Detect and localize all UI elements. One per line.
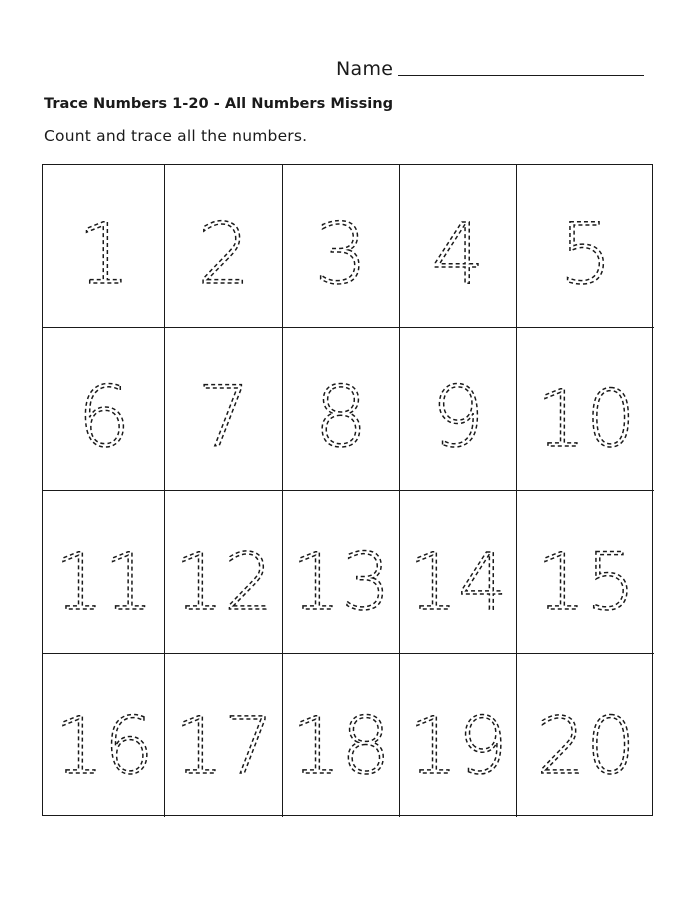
trace-number: [403, 191, 513, 301]
dashed-number-9: 9: [431, 368, 485, 464]
dashed-number-19: 19: [408, 701, 508, 791]
trace-number: [49, 354, 159, 464]
trace-cell[interactable]: [517, 491, 654, 654]
trace-cell[interactable]: [165, 165, 283, 328]
trace-number: [531, 517, 641, 627]
dashed-number-14: 14: [408, 538, 508, 627]
dashed-number-7: 7: [196, 368, 251, 464]
trace-cell[interactable]: [517, 328, 654, 491]
dashed-number-18: 18: [291, 701, 391, 791]
trace-number: [403, 354, 513, 464]
trace-cell[interactable]: [165, 654, 283, 817]
dashed-number-12: 12: [173, 538, 274, 627]
trace-cell[interactable]: [283, 654, 400, 817]
dashed-number-11: 11: [53, 538, 154, 627]
trace-cell[interactable]: [283, 328, 400, 491]
name-label: Name: [336, 58, 394, 80]
dashed-number-10: 10: [535, 375, 636, 464]
trace-cell[interactable]: [43, 328, 165, 491]
trace-number: [286, 354, 396, 464]
trace-number: [286, 517, 396, 627]
trace-number: [531, 191, 641, 301]
trace-cell[interactable]: [517, 165, 654, 328]
trace-cell[interactable]: [43, 491, 165, 654]
trace-cell[interactable]: [517, 654, 654, 817]
trace-cell[interactable]: [400, 654, 517, 817]
trace-number: [403, 517, 513, 627]
dashed-number-1: 1: [76, 205, 131, 301]
trace-number: [403, 681, 513, 791]
dashed-number-16: 16: [53, 701, 154, 791]
worksheet-title: Trace Numbers 1-20 - All Numbers Missing: [44, 95, 394, 112]
trace-cell[interactable]: [283, 165, 400, 328]
trace-cell[interactable]: [283, 491, 400, 654]
name-write-line[interactable]: [398, 75, 644, 76]
worksheet-instructions: Count and trace all the numbers.: [44, 127, 308, 145]
trace-cell[interactable]: [400, 165, 517, 328]
dashed-number-8: 8: [314, 368, 368, 464]
trace-number: [49, 191, 159, 301]
dashed-number-3: 3: [314, 205, 368, 301]
trace-number: [169, 191, 279, 301]
dashed-number-15: 15: [535, 538, 636, 627]
dashed-number-6: 6: [76, 368, 131, 464]
trace-number: [49, 681, 159, 791]
dashed-number-5: 5: [558, 205, 613, 301]
trace-number: [286, 681, 396, 791]
dashed-number-4: 4: [431, 205, 485, 301]
trace-cell[interactable]: [400, 491, 517, 654]
trace-number: [169, 517, 279, 627]
dashed-number-20: 20: [535, 701, 636, 791]
trace-number: [286, 191, 396, 301]
trace-number: [531, 681, 641, 791]
name-field: [336, 58, 644, 80]
dashed-number-17: 17: [173, 701, 274, 791]
trace-cell[interactable]: [43, 165, 165, 328]
trace-number: [531, 354, 641, 464]
dashed-number-2: 2: [196, 205, 251, 301]
trace-cell[interactable]: [165, 328, 283, 491]
trace-number: [169, 681, 279, 791]
tracing-grid: [42, 164, 653, 816]
trace-cell[interactable]: [43, 654, 165, 817]
trace-number: [169, 354, 279, 464]
dashed-number-13: 13: [291, 538, 391, 627]
trace-number: [49, 517, 159, 627]
trace-cell[interactable]: [400, 328, 517, 491]
trace-cell[interactable]: [165, 491, 283, 654]
